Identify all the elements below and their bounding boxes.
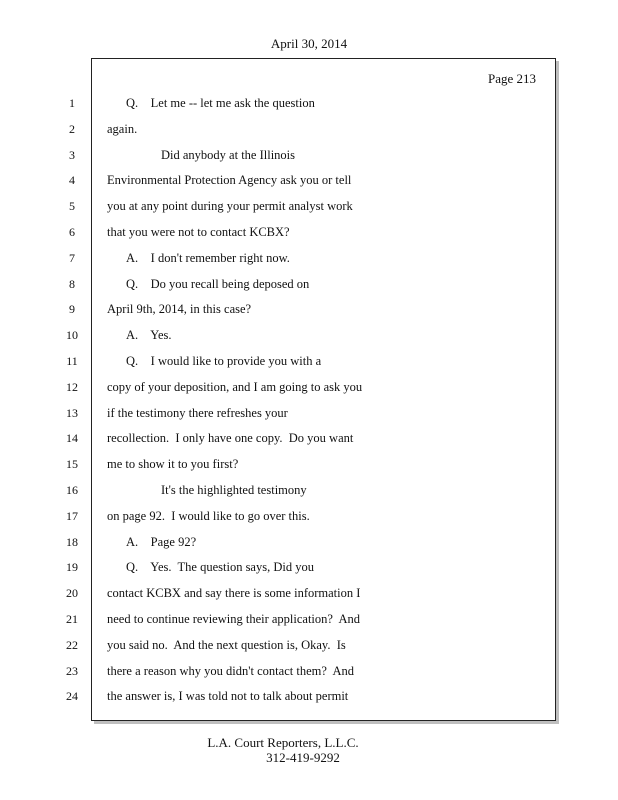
transcript-line: It's the highlighted testimony	[161, 483, 307, 497]
line-number: 9	[69, 302, 75, 317]
line-number: 10	[66, 328, 78, 343]
line-number: 23	[66, 663, 78, 678]
header-date: April 30, 2014	[270, 36, 348, 51]
line-number: 14	[66, 431, 78, 446]
line-number: 4	[69, 173, 75, 188]
transcript-line: Environmental Protection Agency ask you or tell	[107, 173, 352, 188]
line-number: 5	[69, 199, 75, 214]
line-number: 15	[66, 457, 78, 472]
transcript-line: April 9th, 2014, in this case?	[107, 302, 252, 317]
line-number: 13	[66, 405, 78, 420]
line-number: 18	[66, 534, 78, 549]
transcript-line: Q. Yes. The question says, Did you	[126, 560, 314, 575]
line-number: 24	[66, 689, 78, 704]
transcript-line: A. I don't remember right now.	[126, 250, 290, 265]
line-number: 21	[66, 612, 78, 626]
transcript-line: me to show it to you first?	[107, 457, 239, 472]
transcript-line: A. Page 92?	[126, 534, 197, 549]
transcript-line: on page 92. I would like to go over this.	[107, 508, 310, 523]
footer-company: L.A. Court Reporters, L.L.C.	[207, 735, 359, 750]
line-number: 12	[66, 379, 78, 394]
transcript-line: recollection. I only have one copy. Do you want	[107, 431, 354, 446]
line-number: 17	[66, 508, 78, 523]
line-number: 6	[69, 225, 75, 239]
line-number: 22	[66, 637, 78, 652]
line-number: 20	[66, 586, 78, 601]
line-number: 19	[66, 560, 78, 575]
transcript-line: there a reason why you didn't contact them? And	[107, 663, 354, 678]
transcript-line: contact KCBX and say there is some information I	[107, 586, 361, 601]
transcript-line: A. Yes.	[126, 328, 172, 343]
footer-phone: 312-419-9292	[266, 750, 340, 765]
transcript-line: Q. Do you recall being deposed on	[126, 276, 310, 291]
transcript-line: that you were not to contact KCBX?	[107, 225, 290, 239]
line-number: 2	[69, 121, 75, 136]
line-number: 8	[69, 276, 75, 291]
transcript-line: you said no. And the next question is, Okay. Is	[107, 637, 346, 652]
transcript-line: you at any point during your permit analyst work	[107, 199, 353, 214]
line-number: 11	[66, 354, 78, 368]
line-number: 1	[69, 96, 75, 110]
transcript-line: Did anybody at the Illinois	[161, 147, 296, 162]
transcript-line: again.	[107, 121, 138, 136]
page-number: Page 213	[488, 71, 537, 86]
transcript-line: if the testimony there refreshes your	[107, 405, 288, 420]
line-number: 7	[69, 250, 75, 265]
transcript-line: need to continue reviewing their application? And	[107, 612, 361, 626]
transcript-line: Q. I would like to provide you with a	[126, 354, 322, 368]
transcript-line: the answer is, I was told not to talk about permit	[107, 689, 349, 704]
transcript-line: copy of your deposition, and I am going to ask you	[107, 379, 363, 394]
line-number: 3	[69, 147, 75, 162]
line-number: 16	[66, 483, 78, 497]
transcript-line: Q. Let me -- let me ask the question	[126, 96, 315, 110]
